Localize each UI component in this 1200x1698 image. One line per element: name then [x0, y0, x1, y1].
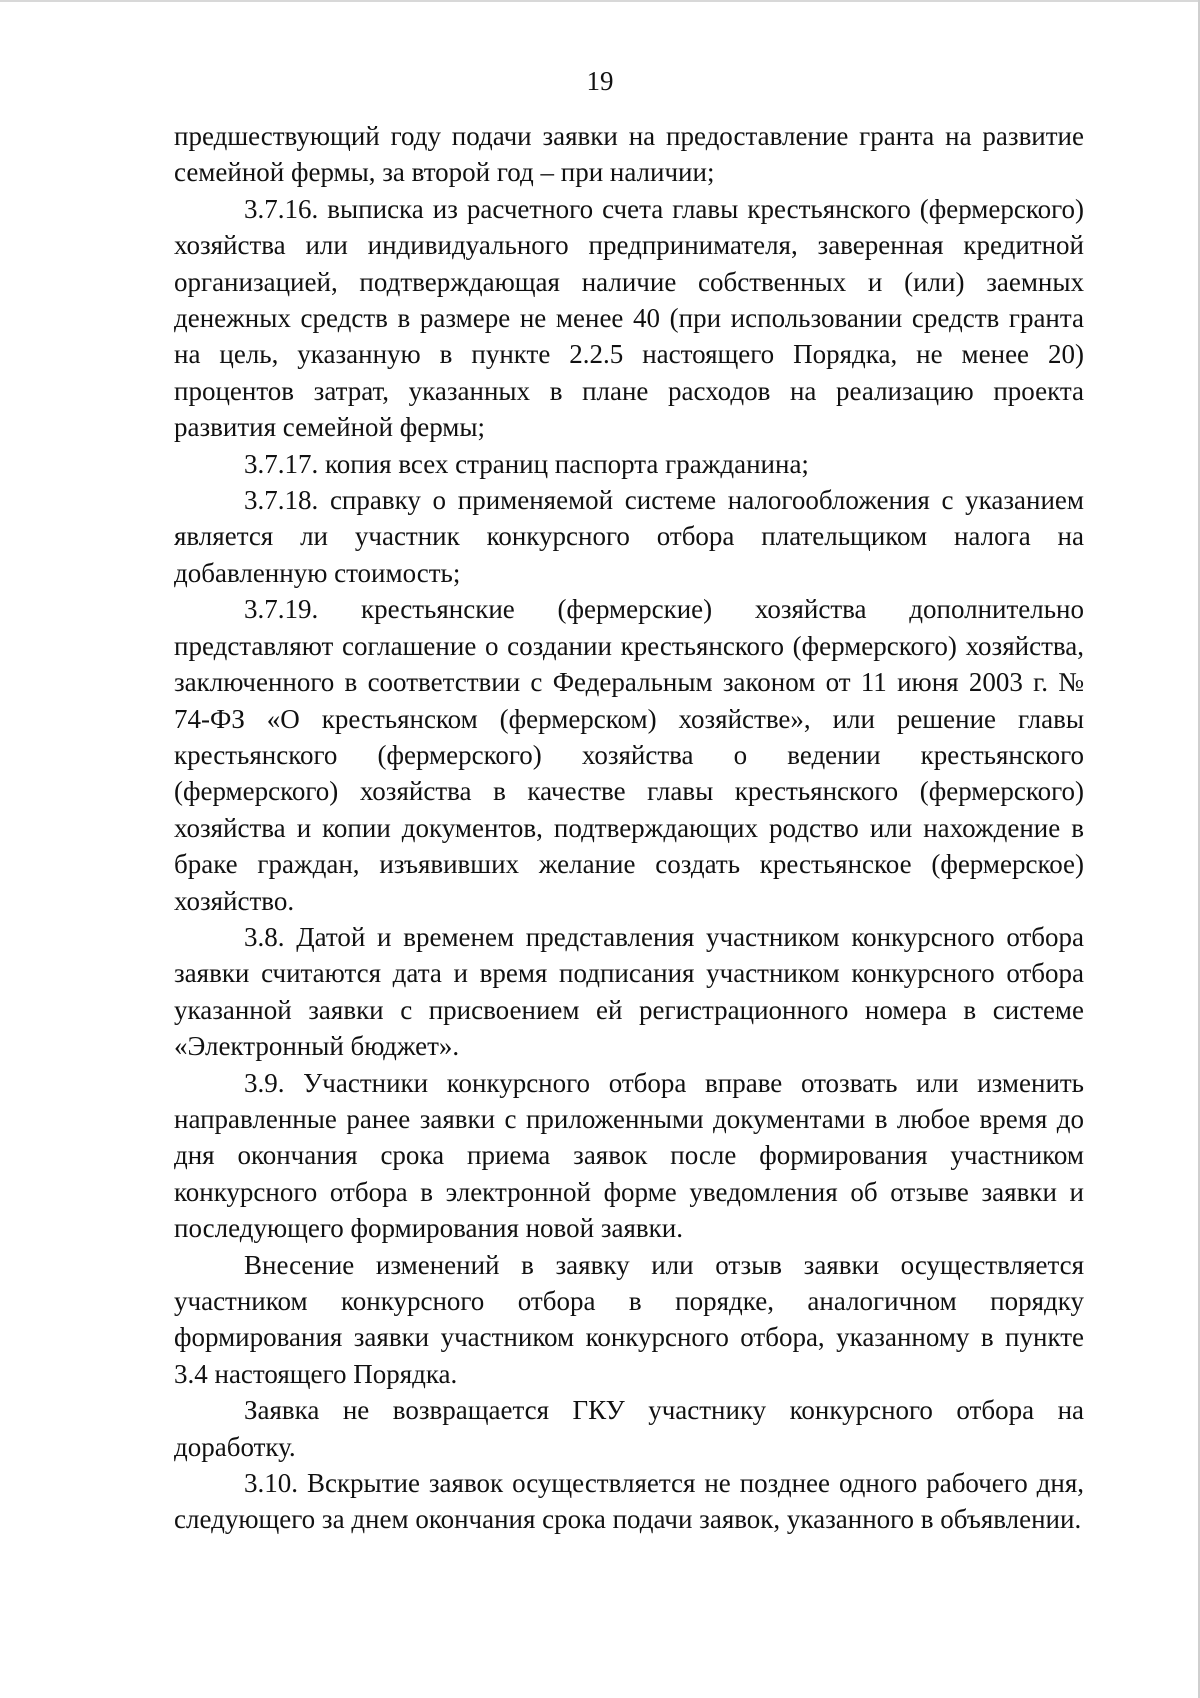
- paragraph-3-8: 3.8. Датой и временем представления участником конкурсного отбора заявки считаются дата и время подписания участником конкурсного отбора указанной заявки с присвоением ей регистрационного номера в системе «Электронный бюджет».: [174, 921, 1084, 1062]
- paragraph-3-7-19: 3.7.19. крестьянские (фермерские) хозяйства дополнительно представляют соглашение о создании крестьянского (фермерского) хозяйства, заключенного в соответствии с Федеральным законом от 11 июня 2003 г. № 74-ФЗ «О крестьянском (фермерском) хозяйстве», или решение главы крестьянского (фермерского) хозяйства о ведении крестьянского (фермерского) хозяйства в качестве главы крестьянского (фермерского) хозяйства и копии документов, подтверждающих родство или нахождение в браке граждан, изъявивших желание создать крестьянское (фермерское) хозяйство.: [174, 594, 1084, 916]
- paragraph-3-7-17: 3.7.17. копия всех страниц паспорта гражданина;: [244, 448, 809, 479]
- paragraph-3-7-16: 3.7.16. выписка из расчетного счета главы крестьянского (фермерского) хозяйства или индивидуального предпринимателя, заверенная кредитной организацией, подтверждающая наличие собственных и (или) заемных денежных средств в размере не менее 40 (при использовании средств гранта на цель, указанную в пункте 2.2.5 настоящего Порядка, не менее 20) процентов затрат, указанных в плане расходов на реализацию проекта развития семейной фермы;: [174, 193, 1084, 443]
- paragraph-changes: Внесение изменений в заявку или отзыв заявки осуществляется участником конкурсного отбора в порядке, аналогичном порядку формирования заявки участником конкурсного отбора, указанному в пункте 3.4 настоящего Порядка.: [174, 1249, 1084, 1389]
- page-number: 19: [586, 66, 614, 96]
- paragraph-3-9: 3.9. Участники конкурсного отбора вправе отозвать или изменить направленные ранее заявки с приложенными документами в любое время до дня окончания срока приема заявок после формирования участником конкурсного отбора в электронной форме уведомления об отзыве заявки и последующего формирования новой заявки.: [174, 1067, 1084, 1244]
- paragraph-3-7-18: 3.7.18. справку о применяемой системе налогообложения с указанием является ли участник конкурсного отбора плательщиком налога на добавленную стоимость;: [174, 485, 1084, 588]
- document-body: [174, 118, 1084, 1538]
- scan-edge-top: [0, 0, 1200, 2]
- paragraph-3-10: 3.10. Вскрытие заявок осуществляется не позднее одного рабочего дня, следующего за днем окончания срока подачи заявок, указанного в объявлении.: [174, 1468, 1084, 1535]
- paragraph-return: Заявка не возвращается ГКУ участнику конкурсного отбора на доработку.: [174, 1395, 1084, 1462]
- paragraph-continuation: предшествующий году подачи заявки на предоставление гранта на развитие семейной фермы, за второй год – при наличии;: [174, 121, 1084, 188]
